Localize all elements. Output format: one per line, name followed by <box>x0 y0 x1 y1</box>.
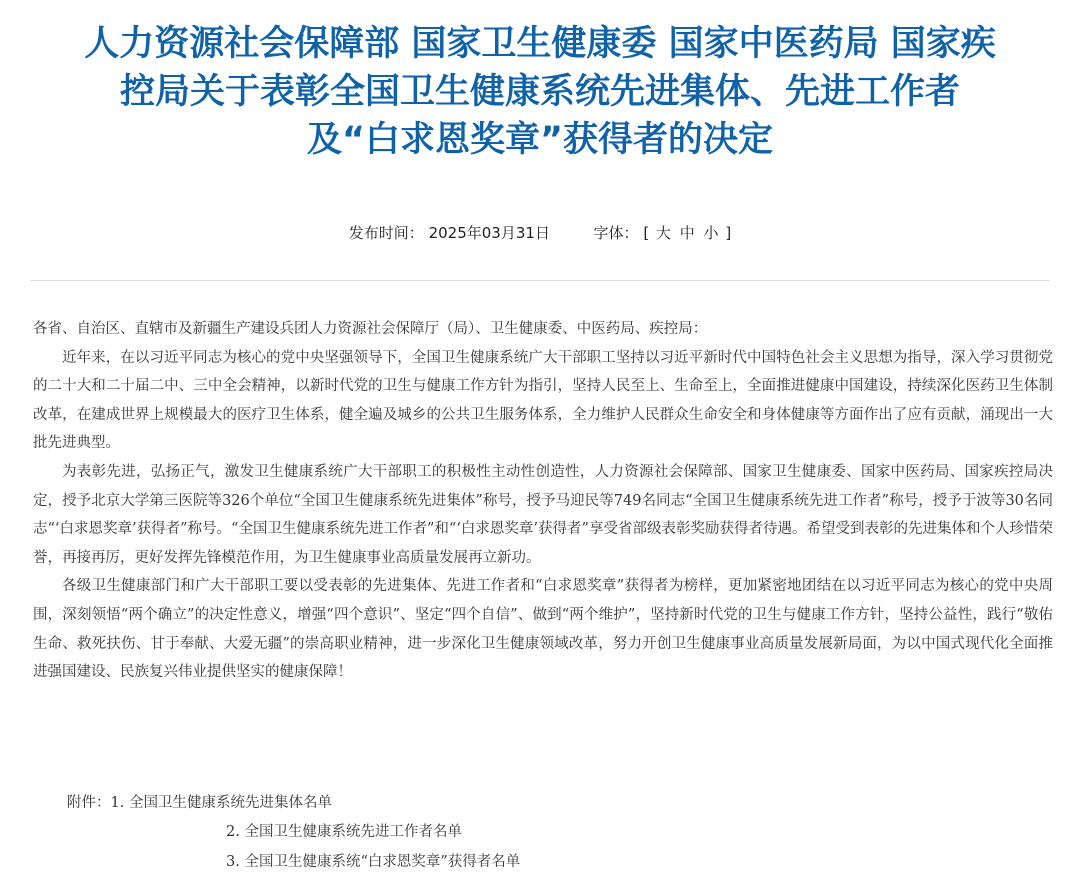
body-paragraph-1: 近年来，在以习近平同志为核心的党中央坚强领导下，全国卫生健康系统广大干部职工坚持以习近平新时代中国特色社会主义思想为指导，深入学习贯彻党的二十大和二十届二中、三中全会精神，以新时代党的卫生与健康工作方针为指引，坚持人民至上、生命至上，全面推进健康中国建设，持续深化医药卫生体制改革，在建成世界上规模最大的医疗卫生体系，健全遍及城乡的公共卫生服务体系，全力维护人民群众生命安全和身体健康等方面作出了应有贡献，涌现出一大批先进典型。 <box>33 349 1053 452</box>
page-title-line-3: 及“白求恩奖章”获得者的决定 <box>306 120 773 160</box>
page-title-line-1: 人力资源社会保障部 国家卫生健康委 国家中医药局 国家疾 <box>84 24 996 64</box>
article-body <box>33 315 1053 687</box>
font-size-bracket-open: [ <box>643 224 650 242</box>
attachment-row-3 <box>226 848 520 876</box>
font-size-medium-button[interactable]: 中 <box>679 224 695 242</box>
font-size-label: 字体： <box>593 224 639 242</box>
attachment-link-3[interactable]: 3. 全国卫生健康系统“白求恩奖章”获得者名单 <box>226 854 521 870</box>
publish-date: 2025年03月31日 <box>428 224 550 242</box>
font-size-bracket-close: ] <box>725 224 732 242</box>
header-divider <box>30 280 1050 281</box>
body-paragraph-3: 各级卫生健康部门和广大干部职工要以受表彰的先进集体、先进工作者和“白求恩奖章”获得者为榜样，更加紧密地团结在以习近平同志为核心的党中央周围，深刻领悟“两个确立”的决定性意义，增强“四个意识”、坚定“四个自信”、做到“两个维护”，坚持新时代党的卫生与健康工作方针，坚持公益性，践行“敬佑生命、救死扶伤、甘于奉献、大爱无疆”的崇高职业精神，进一步深化卫生健康领域改革，努力开创卫生健康事业高质量发展新局面，为以中国式现代化全面推进强国建设、民族复兴伟业提供坚实的健康保障！ <box>33 578 1053 681</box>
attachment-link-1[interactable]: 1. 全国卫生健康系统先进集体名单 <box>110 795 332 811</box>
page-title <box>0 20 1080 164</box>
font-size-large-button[interactable]: 大 <box>655 224 671 242</box>
font-size-small-button[interactable]: 小 <box>703 224 719 242</box>
attachment-label: 附件： <box>67 795 111 811</box>
salutation: 各省、自治区、直辖市及新疆生产建设兵团人力资源社会保障厅（局）、卫生健康委、中医药局、疾控局： <box>33 321 708 337</box>
body-paragraph-2: 为表彰先进，弘扬正气，激发卫生健康系统广大干部职工的积极性主动性创造性，人力资源社会保障部、国家卫生健康委、国家中医药局、国家疾控局决定，授予北京大学第三医院等326个单位“全国卫生健康系统先进集体”称号，授予马迎民等749名同志“全国卫生健康系统先进工作者”称号，授予于波等30名同志“‘白求恩奖章’获得者”称号。“全国卫生健康系统先进工作者”和“‘白求恩奖章’获得者”享受省部级表彰奖励获得者待遇。希望受到表彰的先进集体和个人珍惜荣誉，再接再厉，更好发挥先锋模范作用，为卫生健康事业高质量发展再立新功。 <box>33 463 1053 566</box>
article-meta <box>0 221 1080 245</box>
publish-time-label: 发布时间： <box>348 224 424 242</box>
attachment-row-2 <box>226 818 462 846</box>
page-title-line-2: 控局关于表彰全国卫生健康系统先进集体、先进工作者 <box>119 72 960 112</box>
attachment-row-1 <box>67 789 332 817</box>
attachment-link-2[interactable]: 2. 全国卫生健康系统先进工作者名单 <box>226 824 462 840</box>
